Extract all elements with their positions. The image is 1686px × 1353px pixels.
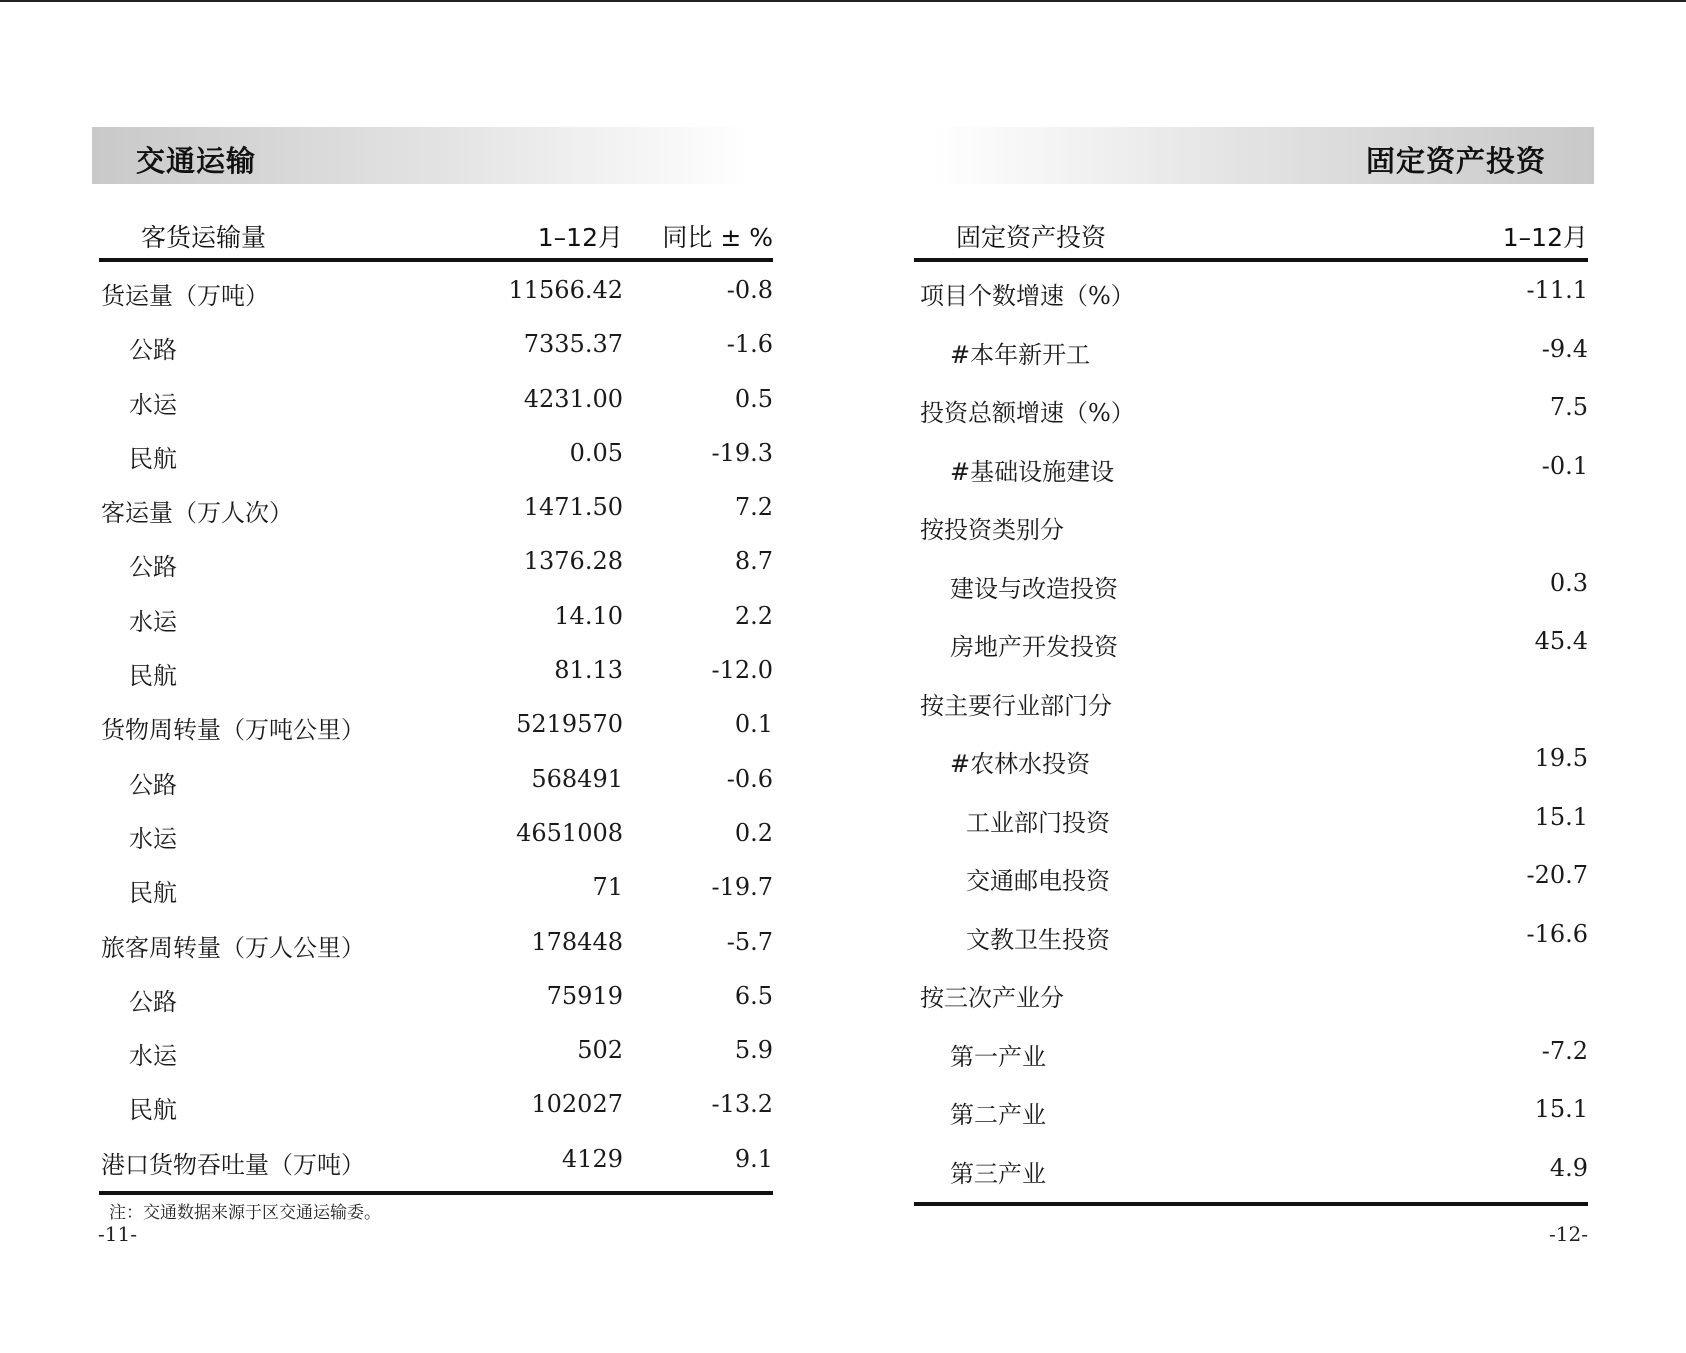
table-row: [99, 642, 773, 696]
table-body: [914, 262, 1588, 1198]
row-label: #本年新开工: [950, 340, 1091, 369]
row-label: 旅客周转量（万人公里）: [101, 933, 365, 962]
row-value: 81.13: [554, 656, 623, 685]
table-row: [99, 1022, 773, 1076]
table-row: [99, 371, 773, 425]
row-label: 港口货物吞吐量（万吨）: [101, 1150, 365, 1179]
row-label: 民航: [129, 1096, 177, 1125]
row-value: -16.6: [1526, 919, 1588, 948]
table-row: [99, 914, 773, 968]
row-value: 7.5: [1549, 393, 1588, 421]
row-label: 公路: [129, 987, 177, 1016]
table-row: [914, 262, 1588, 321]
row-value: 0.05: [569, 438, 623, 467]
row-label: 投资总额增速（%）: [920, 399, 1135, 427]
row-label: 文教卫生投资: [966, 925, 1110, 954]
table-row: [914, 847, 1588, 906]
row-label: 交通邮电投资: [966, 867, 1110, 895]
row-yoy-change: 0.5: [734, 384, 773, 413]
row-label: 项目个数增速（%）: [920, 282, 1135, 310]
table-header: [914, 208, 1588, 262]
table-row: [99, 533, 773, 587]
row-value: 5219570: [516, 710, 623, 739]
table-row: [99, 696, 773, 750]
row-label: 公路: [129, 336, 177, 365]
page-number-right: -12-: [1549, 1222, 1588, 1246]
row-value: -7.2: [1541, 1036, 1588, 1065]
table-row: [99, 968, 773, 1022]
row-label: 房地产开发投资: [950, 633, 1118, 661]
transport-volume-table: [99, 208, 773, 1195]
row-value: 0.3: [1549, 568, 1588, 597]
row-yoy-change: -0.6: [726, 764, 773, 793]
row-yoy-change: 0.1: [734, 710, 773, 739]
row-label: 按主要行业部门分: [920, 691, 1112, 720]
column-header-period: 1–12月: [537, 223, 623, 252]
column-header-item: 固定资产投资: [956, 223, 1107, 252]
table-row: [914, 789, 1588, 848]
row-yoy-change: -13.2: [711, 1090, 773, 1119]
row-value: 1376.28: [523, 547, 623, 576]
table-bottom-rule: [99, 1191, 773, 1195]
table-body: [99, 262, 773, 1185]
section-title: 固定资产投资: [1365, 144, 1546, 178]
table-row: [99, 588, 773, 642]
page-number-left: -11-: [98, 1222, 137, 1246]
table-row: [99, 316, 773, 370]
row-yoy-change: 7.2: [734, 493, 773, 522]
row-label: 水运: [129, 1042, 177, 1071]
row-label: 客运量（万人次）: [101, 499, 293, 528]
row-label: 水运: [129, 607, 177, 636]
row-value: 4231.00: [523, 384, 623, 413]
row-value: -0.1: [1541, 451, 1588, 480]
row-yoy-change: 2.2: [734, 601, 773, 630]
row-label: 按投资类别分: [920, 516, 1064, 544]
table-row: [99, 751, 773, 805]
table-row: [99, 1076, 773, 1130]
table-row: [914, 438, 1588, 497]
row-label: 民航: [129, 662, 177, 691]
row-value: 102027: [531, 1090, 623, 1119]
row-label: 民航: [129, 879, 177, 908]
row-value: 1471.50: [523, 493, 623, 522]
table-row: [914, 555, 1588, 614]
row-label: 公路: [129, 553, 177, 582]
table-row: [914, 496, 1588, 555]
row-value: 178448: [531, 927, 623, 956]
row-label: 工业部门投资: [966, 808, 1110, 837]
row-label: 第二产业: [950, 1101, 1046, 1129]
table-row: [914, 613, 1588, 672]
row-label: 货物周转量（万吨公里）: [101, 716, 365, 745]
table-row: [99, 1131, 773, 1185]
section-banner-investment: [932, 127, 1594, 184]
fixed-asset-investment-table: [914, 208, 1588, 1206]
row-value: 19.5: [1534, 744, 1588, 772]
row-yoy-change: -1.6: [726, 330, 773, 359]
table-row: [914, 672, 1588, 731]
table-header: [99, 208, 773, 262]
row-value: -9.4: [1541, 334, 1588, 363]
source-note: 注：交通数据来源于区交通运输委。: [109, 1203, 381, 1223]
row-value: 502: [577, 1036, 623, 1065]
row-label: 公路: [129, 770, 177, 799]
row-label: 第三产业: [950, 1159, 1046, 1188]
table-row: [99, 805, 773, 859]
section-banner-transport: [92, 127, 752, 184]
row-label: #农林水投资: [950, 750, 1091, 778]
table-row: [914, 1140, 1588, 1199]
row-yoy-change: 8.7: [734, 547, 773, 576]
row-yoy-change: -0.8: [726, 276, 773, 304]
table-row: [914, 1081, 1588, 1140]
column-header-yoy: 同比 ± %: [662, 223, 773, 252]
column-header-item: 客货运输量: [141, 223, 267, 252]
row-label: #基础设施建设: [950, 457, 1115, 486]
table-row: [914, 321, 1588, 380]
row-value: -11.1: [1526, 276, 1588, 304]
row-value: 568491: [531, 764, 623, 793]
row-yoy-change: -5.7: [726, 927, 773, 956]
row-yoy-change: 5.9: [734, 1036, 773, 1065]
row-value: 75919: [546, 981, 623, 1010]
table-row: [99, 262, 773, 316]
row-label: 民航: [129, 444, 177, 473]
row-yoy-change: 0.2: [734, 818, 773, 847]
row-value: -20.7: [1526, 861, 1588, 889]
row-yoy-change: -19.3: [711, 438, 773, 467]
row-yoy-change: -12.0: [711, 656, 773, 685]
table-row: [914, 379, 1588, 438]
row-label: 水运: [129, 390, 177, 419]
row-value: 7335.37: [523, 330, 623, 359]
row-value: 4129: [561, 1144, 623, 1173]
section-title: 交通运输: [136, 144, 257, 178]
row-value: 15.1: [1534, 1095, 1588, 1123]
row-value: 15.1: [1534, 802, 1588, 831]
row-yoy-change: 6.5: [734, 981, 773, 1010]
table-row: [914, 1023, 1588, 1082]
row-value: 14.10: [554, 601, 623, 630]
table-row: [99, 425, 773, 479]
table-bottom-rule: [914, 1202, 1588, 1206]
row-label: 水运: [129, 824, 177, 853]
table-row: [99, 859, 773, 913]
row-yoy-change: 9.1: [734, 1144, 773, 1173]
row-label: 建设与改造投资: [950, 574, 1118, 603]
row-label: 按三次产业分: [920, 984, 1064, 1012]
row-value: 4.9: [1549, 1153, 1588, 1182]
row-label: 货运量（万吨）: [101, 282, 269, 310]
table-row: [914, 964, 1588, 1023]
column-header-period: 1–12月: [1502, 223, 1588, 252]
row-value: 45.4: [1534, 627, 1588, 655]
top-border-line: [0, 0, 1686, 2]
row-yoy-change: -19.7: [711, 873, 773, 902]
table-row: [99, 479, 773, 533]
row-value: 4651008: [516, 818, 623, 847]
row-label: 第一产业: [950, 1042, 1046, 1071]
row-value: 11566.42: [508, 276, 623, 304]
table-row: [914, 906, 1588, 965]
row-value: 71: [592, 873, 623, 902]
table-row: [914, 730, 1588, 789]
